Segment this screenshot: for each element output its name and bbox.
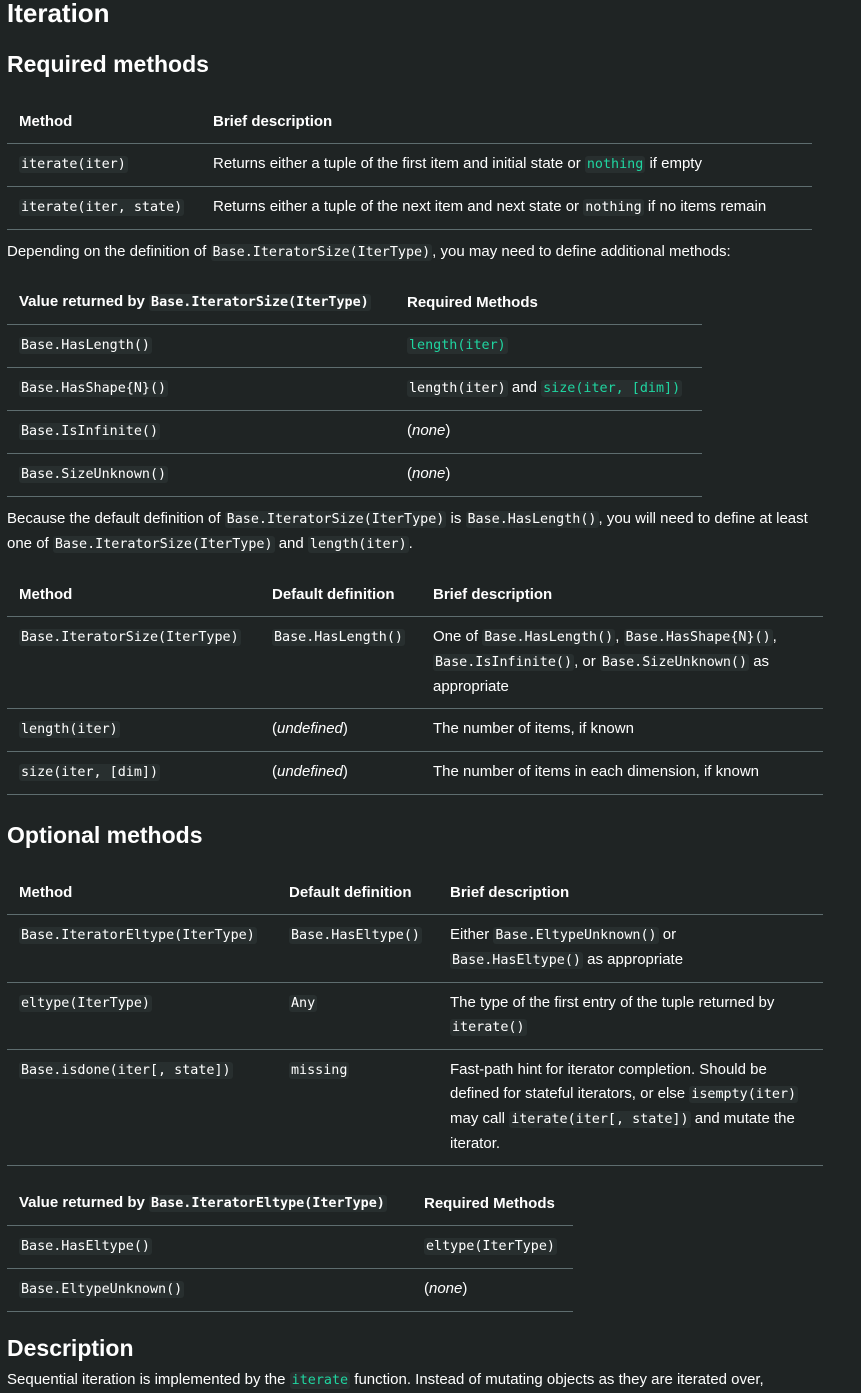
cell-description bbox=[438, 915, 823, 983]
table-size-methods bbox=[7, 573, 823, 795]
cell-default bbox=[260, 617, 421, 709]
text: Sequential iteration is implemented by the bbox=[7, 1371, 290, 1388]
text: is bbox=[446, 510, 466, 527]
cell-default bbox=[277, 915, 438, 983]
col-brief-description: Brief description bbox=[421, 573, 823, 617]
table-header-row bbox=[7, 281, 702, 325]
code: Base.HasEltype() bbox=[291, 928, 420, 943]
doc-content bbox=[7, 0, 827, 1393]
cell-value bbox=[7, 325, 395, 368]
text: , bbox=[772, 628, 777, 645]
text: Value returned by bbox=[19, 1194, 150, 1211]
text: as appropriate bbox=[433, 653, 770, 695]
text-none: none bbox=[412, 422, 446, 439]
cell-required bbox=[395, 454, 702, 497]
cell-method bbox=[7, 1050, 277, 1166]
cell-value bbox=[7, 1226, 412, 1269]
link-iterate[interactable]: iterate bbox=[291, 1373, 349, 1388]
table-iteratorsize-values bbox=[7, 281, 702, 497]
table-row bbox=[7, 325, 702, 368]
cell-required bbox=[395, 411, 702, 454]
text: ) bbox=[342, 720, 348, 737]
text-none: none bbox=[412, 465, 446, 482]
heading-required-methods: Required methods bbox=[7, 51, 209, 77]
page-title: Iteration bbox=[7, 0, 110, 28]
table-optional-methods bbox=[7, 871, 823, 1166]
code: Base.SizeUnknown() bbox=[21, 467, 167, 482]
cell-default bbox=[260, 752, 421, 795]
link-nothing[interactable]: nothing bbox=[586, 157, 644, 172]
cell-description: The number of items in each dimension, if known bbox=[421, 752, 823, 795]
col-value-returned bbox=[7, 281, 395, 325]
cell-method bbox=[7, 187, 201, 230]
code: Base.EltypeUnknown() bbox=[21, 1282, 183, 1297]
text: ) bbox=[342, 763, 348, 780]
text: if no items remain bbox=[643, 198, 767, 215]
table-row bbox=[7, 454, 702, 497]
table-row bbox=[7, 187, 812, 230]
text: Either bbox=[450, 926, 494, 943]
table-row bbox=[7, 144, 812, 187]
table-iteratoreltype-values bbox=[7, 1182, 573, 1312]
text: ( bbox=[272, 720, 277, 737]
text: One of bbox=[433, 628, 483, 645]
code: Base.IteratorSize(IterType) bbox=[54, 537, 273, 552]
code: Base.HasLength() bbox=[274, 630, 403, 645]
col-default-definition: Default definition bbox=[277, 871, 438, 915]
cell-description bbox=[201, 187, 812, 230]
text: ) bbox=[462, 1280, 468, 1297]
cell-default bbox=[277, 1050, 438, 1166]
table-row bbox=[7, 1226, 573, 1269]
code: Base.isdone(iter[, state]) bbox=[21, 1063, 231, 1078]
table-row bbox=[7, 709, 823, 752]
text: if empty bbox=[645, 155, 702, 172]
col-required-methods: Required Methods bbox=[412, 1182, 573, 1226]
text-undefined: undefined bbox=[277, 720, 343, 737]
text: Returns either a tuple of the first item and initial state or bbox=[213, 155, 585, 172]
code: Base.HasShape{N}() bbox=[625, 630, 771, 645]
text: ( bbox=[272, 763, 277, 780]
table-row bbox=[7, 752, 823, 795]
heading-description: Description bbox=[7, 1335, 134, 1361]
col-default-definition: Default definition bbox=[260, 573, 421, 617]
cell-method bbox=[7, 144, 201, 187]
code: Base.HasShape{N}() bbox=[21, 381, 167, 396]
code: Any bbox=[291, 996, 316, 1011]
cell-description: The number of items, if known bbox=[421, 709, 823, 752]
text: may call bbox=[450, 1110, 510, 1127]
table-row bbox=[7, 617, 823, 709]
col-method: Method bbox=[7, 100, 201, 144]
table-header-row bbox=[7, 1182, 573, 1226]
code: missing bbox=[291, 1063, 348, 1078]
cell-description bbox=[201, 144, 812, 187]
paragraph-iteratorsize bbox=[7, 240, 827, 265]
code: Base.EltypeUnknown() bbox=[495, 928, 657, 943]
code: nothing bbox=[585, 200, 642, 215]
cell-description bbox=[438, 1050, 823, 1166]
code: Base.IteratorSize(IterType) bbox=[151, 295, 369, 310]
cell-value bbox=[7, 1269, 412, 1312]
link-size[interactable]: size(iter, [dim]) bbox=[543, 381, 681, 396]
text: The type of the first entry of the tuple returned by bbox=[450, 994, 775, 1011]
text: Because the default definition of bbox=[7, 510, 225, 527]
text: and bbox=[507, 379, 542, 396]
text: , bbox=[615, 628, 624, 645]
text-none: none bbox=[429, 1280, 463, 1297]
code: size(iter, [dim]) bbox=[21, 765, 159, 780]
code: Base.IteratorSize(IterType) bbox=[21, 630, 239, 645]
text: , you may need to define additional methods: bbox=[432, 243, 731, 260]
text: ( bbox=[424, 1280, 429, 1297]
code: Base.IteratorEltype(IterType) bbox=[151, 1196, 385, 1211]
col-brief-description: Brief description bbox=[201, 100, 812, 144]
cell-value bbox=[7, 454, 395, 497]
cell-method bbox=[7, 915, 277, 983]
code: eltype(IterType) bbox=[21, 996, 150, 1011]
text: , you will need to define at least one of bbox=[7, 510, 808, 552]
cell-description bbox=[421, 617, 823, 709]
col-method: Method bbox=[7, 573, 260, 617]
code: Base.IteratorSize(IterType) bbox=[226, 512, 445, 527]
cell-default bbox=[260, 709, 421, 752]
table-required-methods bbox=[7, 100, 812, 230]
text: Value returned by bbox=[19, 293, 150, 310]
code: length(iter) bbox=[409, 381, 506, 396]
text: or bbox=[658, 926, 677, 943]
code: Base.HasLength() bbox=[484, 630, 614, 645]
text: function. Instead of mutating objects as they are iterated over, bbox=[350, 1371, 764, 1388]
text: Returns either a tuple of the next item and next state or bbox=[213, 198, 584, 215]
text: and bbox=[274, 535, 308, 552]
paragraph-description bbox=[7, 1368, 827, 1393]
cell-required bbox=[395, 325, 702, 368]
code: Base.HasLength() bbox=[21, 338, 150, 353]
table-row bbox=[7, 983, 823, 1050]
table-row bbox=[7, 368, 702, 411]
text: ) bbox=[445, 465, 451, 482]
text: . bbox=[408, 535, 413, 552]
cell-required bbox=[395, 368, 702, 411]
code: length(iter) bbox=[309, 537, 407, 552]
cell-required bbox=[412, 1269, 573, 1312]
code: Base.SizeUnknown() bbox=[601, 655, 748, 670]
heading-optional-methods: Optional methods bbox=[7, 822, 203, 848]
code: Base.IteratorEltype(IterType) bbox=[21, 928, 255, 943]
table-header-row bbox=[7, 871, 823, 915]
text: , or bbox=[574, 653, 600, 670]
cell-description bbox=[438, 983, 823, 1050]
cell-method bbox=[7, 709, 260, 752]
cell-value bbox=[7, 368, 395, 411]
text-undefined: undefined bbox=[277, 763, 343, 780]
code: iterate(iter, state) bbox=[21, 200, 183, 215]
code: length(iter) bbox=[21, 722, 118, 737]
paragraph-default-definition bbox=[7, 507, 827, 557]
text: ) bbox=[445, 422, 451, 439]
cell-required bbox=[412, 1226, 573, 1269]
text: Depending on the definition of bbox=[7, 243, 211, 260]
cell-default bbox=[277, 983, 438, 1050]
code: Base.IsInfinite() bbox=[21, 424, 159, 439]
text: and mutate the iterator. bbox=[450, 1110, 795, 1152]
text: as appropriate bbox=[583, 951, 684, 968]
table-row bbox=[7, 411, 702, 454]
cell-method bbox=[7, 617, 260, 709]
col-required-methods: Required Methods bbox=[395, 281, 702, 325]
text: ( bbox=[407, 465, 412, 482]
table-row bbox=[7, 1269, 573, 1312]
table-row bbox=[7, 1050, 823, 1166]
code: Base.HasEltype() bbox=[452, 953, 581, 968]
code: iterate() bbox=[452, 1020, 525, 1035]
link-length[interactable]: length(iter) bbox=[409, 338, 506, 353]
code: Base.HasEltype() bbox=[21, 1239, 150, 1254]
code: iterate(iter[, state]) bbox=[511, 1112, 689, 1127]
code: isempty(iter) bbox=[691, 1087, 797, 1102]
code: Base.IteratorSize(IterType) bbox=[212, 245, 431, 260]
code: iterate(iter) bbox=[21, 157, 126, 172]
cell-value bbox=[7, 411, 395, 454]
col-method: Method bbox=[7, 871, 277, 915]
col-brief-description: Brief description bbox=[438, 871, 823, 915]
table-header-row bbox=[7, 573, 823, 617]
text: Fast-path hint for iterator completion. Should be defined for stateful iterators, or else bbox=[450, 1061, 767, 1102]
text: ( bbox=[407, 422, 412, 439]
col-value-returned bbox=[7, 1182, 412, 1226]
cell-method bbox=[7, 752, 260, 795]
cell-method bbox=[7, 983, 277, 1050]
table-header-row bbox=[7, 100, 812, 144]
table-row bbox=[7, 915, 823, 983]
code: eltype(IterType) bbox=[426, 1239, 555, 1254]
code: Base.IsInfinite() bbox=[435, 655, 573, 670]
code: Base.HasLength() bbox=[467, 512, 597, 527]
